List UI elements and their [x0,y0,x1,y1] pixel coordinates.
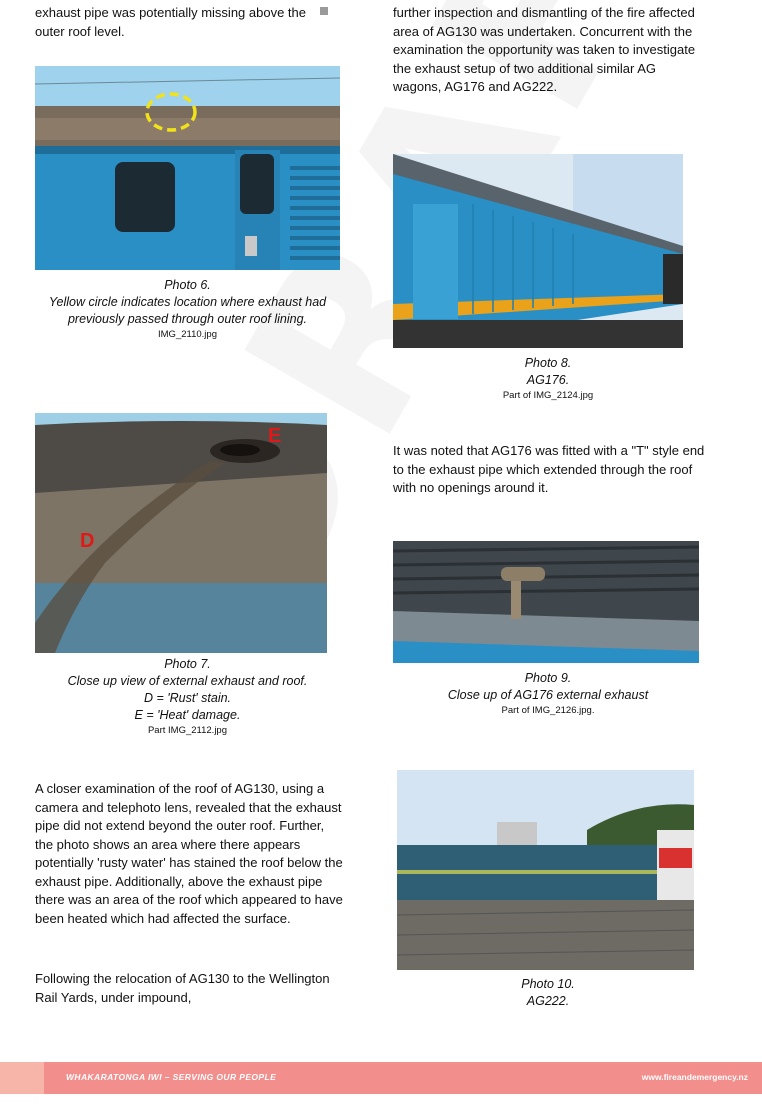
footer-accent-tab [0,1062,44,1094]
footer-website-link[interactable]: www.fireandemergency.nz [641,1072,748,1082]
paragraph-closer-examination: A closer examination of the roof of AG130, using a camera and telephoto lens, revealed that the exhaust pipe did not extend beyond the outer roof. Further, the photo shows an area where there appears potentially 'rusty water' has stained the roof below the exhaust pipe. Additionally, above the exhaust pipe there was an area of the roof which appeared to have been heated which had affected the surface. [35,781,343,926]
photo-8-image [393,154,683,348]
label-d-marker: D [80,530,95,552]
photo-6-number: Photo 6. [164,278,211,292]
label-e-marker: E [268,425,282,447]
paragraph-further-inspection: further inspection and dismantling of the fire affected area of AG130 was undertaken. Concurrent with the examination the opportunity was taken to investigate the exhaust setup of two additional similar AG wagons, AG176 and AG222. [393,5,696,94]
photo-10-description: AG222. [526,994,570,1008]
photo-7-filename: Part IMG_2112.jpg [147,725,228,736]
photo-6-image [35,66,340,270]
photo-6-caption [35,277,340,342]
photo-9-image [393,541,699,663]
photo-7-heat-note: E = 'Heat' damage. [134,708,241,722]
photo-8-filename: Part of IMG_2124.jpg [502,390,594,401]
photo-7-rust-note: D = 'Rust' stain. [143,691,232,705]
photo-9-number: Photo 9. [524,671,572,685]
photo-7-number: Photo 7. [164,657,211,671]
photo-9-caption [393,670,703,718]
photo-8-description: AG176. [526,373,570,387]
footer-tagline: WHAKARATONGA IWI – SERVING OUR PEOPLE [66,1072,277,1082]
photo-7-image [35,413,327,653]
photo-10-number: Photo 10. [521,977,575,991]
marker-dot [320,7,328,15]
photo-9-filename: Part of IMG_2126.jpg. [501,705,595,716]
photo-7-description: Close up view of external exhaust and roof. [67,674,308,688]
paragraph-exhaust-missing: exhaust pipe was potentially missing above the outer roof level. [35,5,306,39]
paragraph-relocation: Following the relocation of AG130 to the Wellington Rail Yards, under impound, [35,971,330,1005]
photo-6-description: Yellow circle indicates location where exhaust had previously passed through outer roof lining. [48,295,327,326]
photo-10-caption [393,976,703,1010]
photo-8-caption [393,355,703,403]
photo-9-description: Close up of AG176 external exhaust [447,688,649,702]
photo-10-image [397,770,694,970]
paragraph-t-style-end: It was noted that AG176 was fitted with a "T" style end to the exhaust pipe which extended through the roof with no openings around it. [393,443,705,495]
photo-8-number: Photo 8. [524,356,572,370]
photo-7-caption [35,656,340,738]
photo-6-filename: IMG_2110.jpg [158,329,217,340]
